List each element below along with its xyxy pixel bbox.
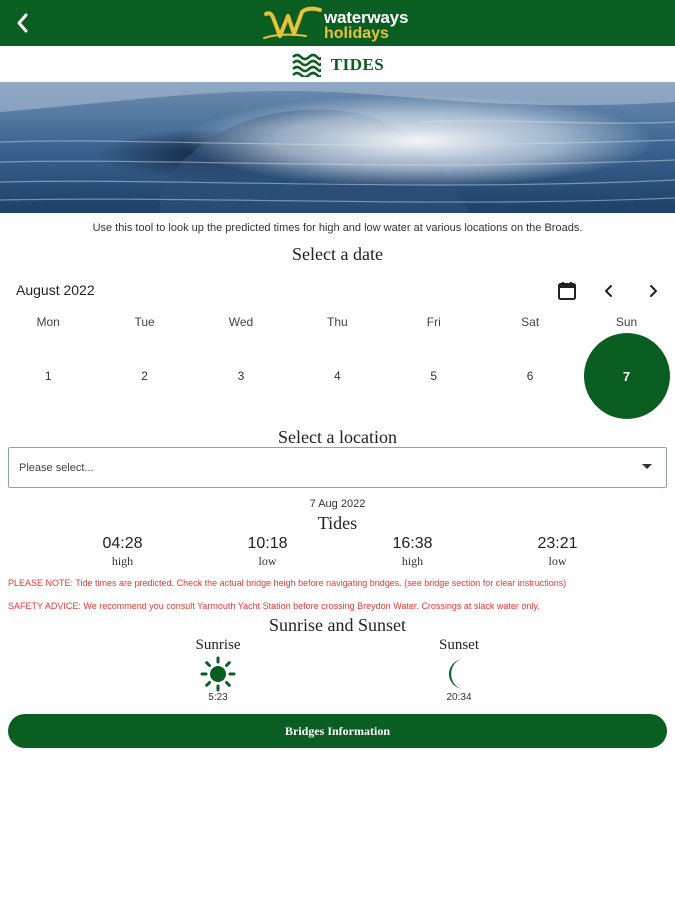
sunrise-block — [148, 637, 288, 703]
calendar-month-label: August 2022 — [16, 282, 95, 298]
calendar-day-number: 5 — [430, 369, 438, 383]
calendar-day[interactable] — [289, 333, 385, 419]
next-month-button[interactable] — [641, 279, 665, 303]
calendar-week-row — [0, 333, 675, 419]
brand-name-line1: waterways — [324, 8, 409, 27]
sunrise-time: 5:23 — [208, 692, 228, 703]
page-title: TIDES — [330, 55, 385, 74]
calendar-day-number: 7 — [622, 368, 631, 384]
weekday-label: Thu — [327, 315, 348, 329]
calendar-day-selected[interactable] — [578, 333, 674, 419]
waves-icon — [291, 53, 321, 77]
please-note-warning: PLEASE NOTE: Tide times are predicted. Check the actual bridge heigh before navigating bridges. (see bridge section for clear instructions) — [8, 578, 567, 588]
calendar-day-number: 1 — [44, 369, 52, 383]
chevron-left-icon — [603, 284, 615, 298]
tide-entry — [50, 535, 195, 569]
tide-times-row — [50, 535, 630, 569]
safety-advice-warning: SAFETY ADVICE: We recommend you consult Yarmouth Yacht Station before crossing Breydon Water. Crossings at slack water only. — [8, 601, 540, 611]
sun-icon — [198, 656, 238, 692]
calendar-day[interactable] — [482, 333, 578, 419]
select-location-heading: Select a location — [278, 427, 397, 447]
tide-entry — [195, 535, 340, 569]
tide-time: 04:28 — [102, 535, 143, 552]
app-header — [0, 0, 675, 46]
location-select-value: Please select... — [19, 461, 94, 474]
calendar-open-button[interactable] — [555, 279, 579, 303]
tide-time: 23:21 — [537, 535, 578, 552]
tide-time: 10:18 — [247, 535, 288, 552]
bridges-information-button[interactable]: Bridges Information — [8, 714, 667, 748]
select-date-heading: Select a date — [292, 244, 383, 264]
sunset-block — [389, 637, 529, 703]
weekday-label: Sun — [615, 315, 638, 329]
page-title-bar — [0, 48, 675, 82]
calendar-day[interactable] — [193, 333, 289, 419]
weekday-header-row — [0, 315, 675, 329]
calendar-day-number: 2 — [141, 369, 148, 383]
tide-kind: low — [258, 554, 277, 568]
location-select[interactable] — [8, 447, 667, 488]
previous-month-button[interactable] — [597, 279, 621, 303]
calendar-day-number: 3 — [237, 369, 245, 383]
weekday-label: Tue — [134, 315, 155, 329]
calendar-day-number: 4 — [334, 369, 341, 383]
weekday-label: Mon — [36, 315, 60, 329]
sunset-label: Sunset — [438, 637, 479, 653]
caret-down-icon — [642, 464, 652, 469]
sunrise-label: Sunrise — [195, 637, 241, 653]
weekday-label: Wed — [228, 315, 254, 329]
calendar-icon — [557, 281, 577, 301]
calendar-day[interactable] — [0, 333, 96, 419]
chevron-right-icon — [647, 284, 659, 298]
tide-date: 7 Aug 2022 — [309, 498, 366, 510]
hero-wave-image — [0, 82, 675, 213]
tide-kind: high — [401, 554, 424, 568]
brand-logo — [262, 4, 422, 44]
tide-kind: low — [548, 554, 567, 568]
tide-entry — [485, 535, 630, 569]
sunrise-sunset-heading: Sunrise and Sunset — [269, 615, 406, 635]
chevron-left-icon — [14, 12, 32, 34]
moon-icon — [439, 656, 479, 692]
brand-w-mark — [262, 4, 326, 44]
brand-name-line2: holidays — [324, 25, 389, 42]
intro-text: Use this tool to look up the predicted times for high and low water at various locations on the Broads. — [92, 222, 583, 234]
tides-heading: Tides — [317, 513, 358, 533]
sunset-time: 20:34 — [446, 692, 472, 703]
back-button[interactable] — [8, 8, 38, 38]
weekday-label: Sat — [521, 315, 540, 329]
calendar-day-number: 6 — [526, 369, 534, 383]
tide-kind: high — [111, 554, 134, 568]
calendar-day[interactable] — [96, 333, 192, 419]
tide-time: 16:38 — [392, 535, 433, 552]
calendar-day[interactable] — [386, 333, 482, 419]
weekday-label: Fri — [426, 315, 441, 329]
tide-entry — [340, 535, 485, 569]
